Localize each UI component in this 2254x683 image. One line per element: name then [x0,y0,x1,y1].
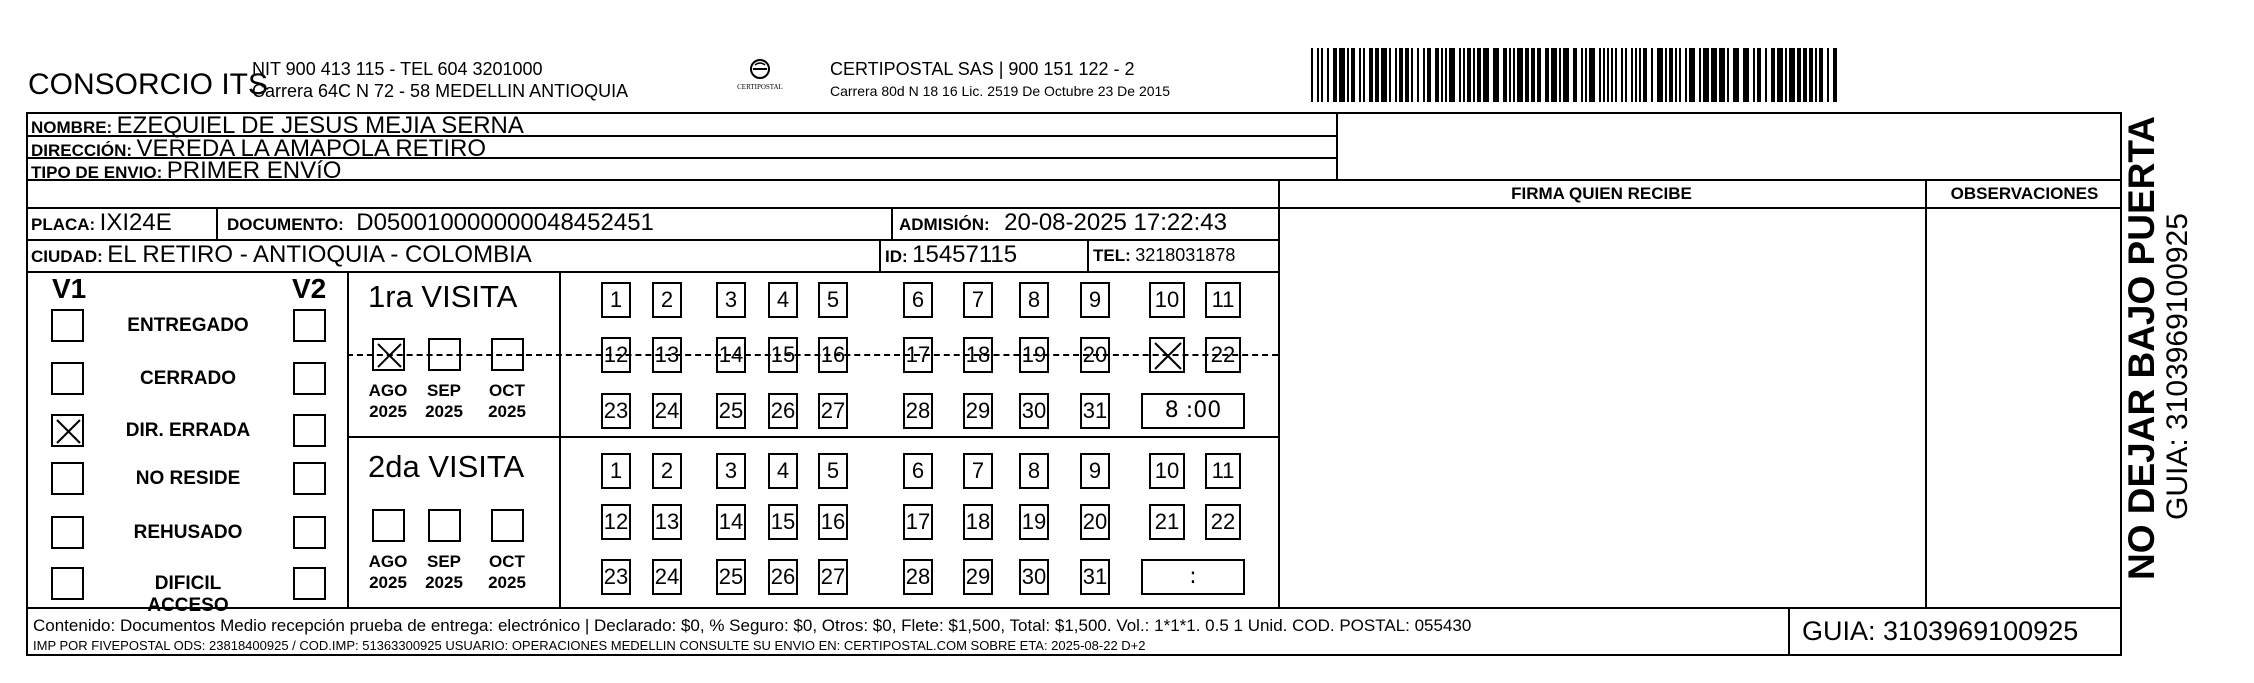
day-box[interactable]: 7 [963,453,993,489]
day-box[interactable]: 5 [818,282,848,318]
day-box[interactable]: 29 [963,393,993,429]
certipostal-name: CERTIPOSTAL SAS | 900 151 122 - 2 [830,59,1135,79]
day-box[interactable]: 24 [652,393,682,429]
company-name: CONSORCIO ITS [28,68,269,101]
status-option-label: CERRADO [139,368,237,389]
day-box[interactable]: 23 [601,559,631,595]
day-box[interactable]: 19 [1019,337,1049,373]
month-label: SEP 2025 [425,552,463,592]
documento-cell [227,209,654,237]
v2-checkbox[interactable] [293,414,326,447]
documento-label: DOCUMENTO: [227,215,344,234]
id-value: 15457115 [912,241,1018,268]
month-checkbox[interactable] [491,509,524,542]
day-box[interactable]: 10 [1149,282,1185,318]
day-box[interactable]: 17 [903,504,933,540]
day-box[interactable]: 30 [1019,559,1049,595]
day-box[interactable]: 11 [1205,282,1241,318]
visit2-title: 2da VISITA [368,449,525,484]
v1-checkbox[interactable] [51,516,84,549]
day-box[interactable]: 20 [1080,337,1110,373]
certipostal-logo [730,58,790,98]
v2-checkbox[interactable] [293,309,326,342]
day-box[interactable]: 2 [652,453,682,489]
day-box[interactable]: 6 [903,282,933,318]
tipo-value: PRIMER ENVíO [166,157,342,184]
day-box[interactable]: 25 [716,559,746,595]
day-box[interactable]: 17 [903,337,933,373]
admision-label: ADMISIÓN: [899,215,990,234]
day-box[interactable]: 11 [1205,453,1241,489]
status-option-label: DIR. ERRADA [125,420,251,441]
admision-value: 20-08-2025 17:22:43 [1004,209,1227,236]
v1-checkbox[interactable] [51,309,84,342]
day-box[interactable]: 27 [818,559,848,595]
day-box[interactable]: 16 [818,337,848,373]
day-box[interactable]: 20 [1080,504,1110,540]
direccion-value: VEREDA LA AMAPOLA RETIRO [136,135,486,162]
v1-label: V1 [52,273,87,304]
day-box[interactable]: 18 [963,504,993,540]
logo-text: CERTIPOSTAL [737,83,783,91]
company-nit: NIT 900 413 115 - TEL 604 3201000 [252,59,543,79]
time-box[interactable]: 8 :00 [1141,393,1245,429]
ciudad-label: CIUDAD: [31,247,103,266]
visit1-title: 1ra VISITA [368,279,518,314]
v1-checkbox[interactable] [51,362,84,395]
day-box[interactable]: 29 [963,559,993,595]
day-box[interactable]: 12 [601,504,631,540]
day-box[interactable]: 14 [716,337,746,373]
visit1-dash-line [347,354,1278,356]
documento-value: D050010000000048452451 [356,209,654,236]
day-box[interactable]: 31 [1080,393,1110,429]
day-box[interactable]: 4 [768,453,798,489]
v1-checkbox[interactable] [51,567,84,600]
day-box[interactable]: 4 [768,282,798,318]
day-box[interactable]: 1 [601,282,631,318]
day-box[interactable]: 9 [1080,282,1110,318]
observaciones-header: OBSERVACIONES [1950,184,2099,203]
day-box[interactable]: 15 [768,337,798,373]
day-box[interactable]: 25 [716,393,746,429]
day-box[interactable]: 8 [1019,453,1049,489]
nombre-value: EZEQUIEL DE JESUS MEJIA SERNA [116,112,524,139]
month-label: OCT 2025 [488,552,526,592]
time-box[interactable]: : [1141,559,1245,595]
day-box[interactable]: 24 [652,559,682,595]
v2-label: V2 [292,273,327,304]
footer-guia: GUIA: 3103969100925 [1802,616,2079,646]
day-box[interactable]: 13 [652,337,682,373]
status-option-label: NO RESIDE [135,468,241,489]
admision-cell [899,209,1227,237]
day-box[interactable]: 14 [716,504,746,540]
day-box[interactable]: 3 [716,453,746,489]
status-option-label: ENTREGADO [127,315,249,336]
day-box[interactable]: 8 [1019,282,1049,318]
v2-checkbox[interactable] [293,567,326,600]
day-box[interactable]: 26 [768,393,798,429]
day-box[interactable]: 12 [601,337,631,373]
company-address: Carrera 64C N 72 - 58 MEDELLIN ANTIOQUIA [252,81,629,101]
placa-cell [31,209,172,237]
day-box[interactable]: 31 [1080,559,1110,595]
day-box[interactable]: 22 [1205,337,1241,373]
id-cell [885,241,1017,269]
ciudad-cell [31,241,532,269]
day-box[interactable]: 21 [1149,504,1185,540]
day-box[interactable]: 6 [903,453,933,489]
day-box[interactable]: 22 [1205,504,1241,540]
v1-checkbox[interactable] [51,462,84,495]
month-checkbox[interactable] [428,509,461,542]
nombre-label: NOMBRE: [31,118,113,137]
tel-value: 3218031878 [1135,245,1236,265]
day-box[interactable]: 7 [963,282,993,318]
barcode [1311,48,1846,102]
day-box[interactable]: 28 [903,393,933,429]
month-label: AGO 2025 [368,381,408,421]
firma-header: FIRMA QUIEN RECIBE [1511,184,1692,203]
month-label: OCT 2025 [488,381,526,421]
day-box[interactable]: 1 [601,453,631,489]
day-box[interactable]: 15 [768,504,798,540]
side-guia: GUIA: 3103969100925 [2161,213,2194,520]
status-option-label: REHUSADO [133,522,243,543]
day-box[interactable]: 27 [818,393,848,429]
tel-label: TEL: [1093,246,1131,265]
day-box[interactable]: 3 [716,282,746,318]
day-box[interactable]: 2 [652,282,682,318]
day-box[interactable]: 5 [818,453,848,489]
direccion-label: DIRECCIÓN: [31,141,133,160]
day-box[interactable]: 16 [818,504,848,540]
id-label: ID: [885,247,908,266]
day-box[interactable]: 30 [1019,393,1049,429]
day-box[interactable]: 18 [963,337,993,373]
day-box[interactable]: 13 [652,504,682,540]
footer-imp: IMP POR FIVEPOSTAL ODS: 23818400925 / COD.IMP: 51363300925 USUARIO: OPERACIONES MEDELLIN CONSULTE SU ENVIO EN: CERTIPOSTAL.COM SOBRE ETA: 2025-08-22 D+2 [33,638,1146,653]
v1-checkbox[interactable] [51,414,84,447]
side-warning: NO DEJAR BAJO PUERTA [2121,116,2162,580]
month-checkbox[interactable] [372,509,405,542]
tipo-label: TIPO DE ENVIO: [31,163,163,182]
day-box[interactable]: 10 [1149,453,1185,489]
footer-content: Contenido: Documentos Medio recepción prueba de entrega: electrónico | Declarado: $0, % Seguro: $0, Otros: $0, Flete: $1,500, Total: $1,500. Vol.: 1*1*1. 0.5 1 Unid. COD. POSTAL: 055430 [33,616,1472,635]
placa-label: PLACA: [31,215,96,234]
day-box[interactable]: 28 [903,559,933,595]
day-box[interactable]: 23 [601,393,631,429]
v2-checkbox[interactable] [293,362,326,395]
tipo-row [31,157,341,185]
month-label: AGO 2025 [368,552,408,592]
status-option-label: DIFICIL ACCESO [147,573,229,616]
v2-checkbox[interactable] [293,462,326,495]
tel-cell [1093,245,1235,266]
placa-value: IXI24E [99,209,172,236]
certipostal-address: Carrera 80d N 18 16 Lic. 2519 De Octubre 23 De 2015 [830,83,1171,99]
v2-checkbox[interactable] [293,516,326,549]
day-box[interactable]: 26 [768,559,798,595]
day-box[interactable]: 19 [1019,504,1049,540]
month-label: SEP 2025 [425,381,463,421]
ciudad-value: EL RETIRO - ANTIOQUIA - COLOMBIA [107,241,532,268]
day-box[interactable]: 9 [1080,453,1110,489]
